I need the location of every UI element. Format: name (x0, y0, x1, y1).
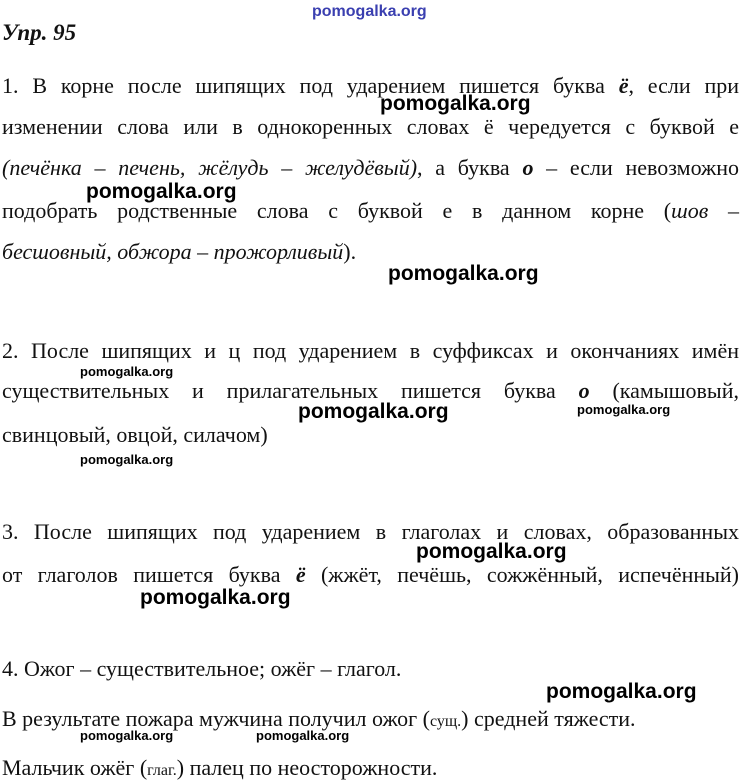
text: 4. Ожог – существительное; ожёг – глагол. (2, 656, 402, 681)
p2-line-1 (2, 338, 739, 364)
watermark: pomogalka.org (256, 728, 350, 743)
letter-yo: ё (618, 73, 629, 98)
text: существительных и прилагательных пишется буква (2, 378, 579, 403)
text: , а буква (417, 155, 523, 180)
p3-line-2 (2, 562, 739, 588)
p1-line-2 (2, 114, 739, 140)
exercise-title: Упр. 95 (2, 20, 77, 45)
text: В результате пожара мужчина получил ожог ( (2, 706, 430, 731)
p1-line-1 (2, 73, 739, 99)
text: Мальчик ожёг ( (2, 755, 148, 780)
text: , если при (628, 73, 739, 98)
watermark: pomogalka.org (298, 400, 449, 423)
text: (жжёт, печёшь, сожжённый, испечённый) (305, 562, 740, 587)
examples: шов – (671, 198, 739, 223)
p1-line-4 (2, 198, 739, 224)
watermark: pomogalka.org (546, 680, 697, 703)
p2-line-3 (2, 422, 739, 448)
watermark: pomogalka.org (416, 540, 567, 563)
p4-line-2 (2, 706, 739, 735)
watermark: pomogalka.org (80, 452, 174, 467)
watermark: pomogalka.org (388, 262, 539, 285)
watermark-top: pomogalka.org (312, 3, 427, 20)
watermark: pomogalka.org (80, 364, 174, 379)
p2-line-2 (2, 378, 739, 404)
watermark: pomogalka.org (80, 728, 174, 743)
text: 2. После шипящих и ц под ударением в суффиксах и окончаниях имён (2, 338, 739, 363)
text: (камышовый, (589, 378, 739, 403)
p4-line-3 (2, 755, 739, 784)
text: – если невозможно (533, 155, 739, 180)
letter-yo: ё (295, 562, 306, 587)
text: ) палец по неосторожности. (176, 755, 438, 780)
text: подобрать родственные слова с буквой е в данном корне ( (2, 198, 672, 223)
p1-line-5 (2, 239, 739, 265)
p4-line-1 (2, 656, 739, 682)
letter-o: о (578, 378, 590, 403)
text: 1. В корне после шипящих под ударением пишется буква (2, 73, 619, 98)
text: изменении слова или в однокоренных словах ё чередуется с буквой е (2, 114, 739, 139)
watermark: pomogalka.org (380, 92, 531, 115)
abbr-verb: глаг. (147, 762, 177, 779)
examples: (печёнка – печень, жёлудь – желудёвый) (2, 155, 418, 180)
text: от глаголов пишется буква (2, 562, 296, 587)
text: ). (343, 239, 357, 264)
text: свинцовый, овцой, силачом) (2, 422, 268, 447)
p3-line-1 (2, 519, 739, 545)
text: 3. После шипящих под ударением в глаголах и словах, образованных (2, 519, 739, 544)
p1-line-3 (2, 155, 739, 181)
watermark: pomogalka.org (86, 180, 237, 203)
watermark: pomogalka.org (577, 402, 671, 417)
letter-o: о (522, 155, 534, 180)
watermark: pomogalka.org (140, 586, 291, 609)
examples: бесшовный, обжора – прожорливый (2, 239, 344, 264)
text: ) средней тяжести. (461, 706, 636, 731)
abbr-noun: сущ. (429, 713, 462, 730)
